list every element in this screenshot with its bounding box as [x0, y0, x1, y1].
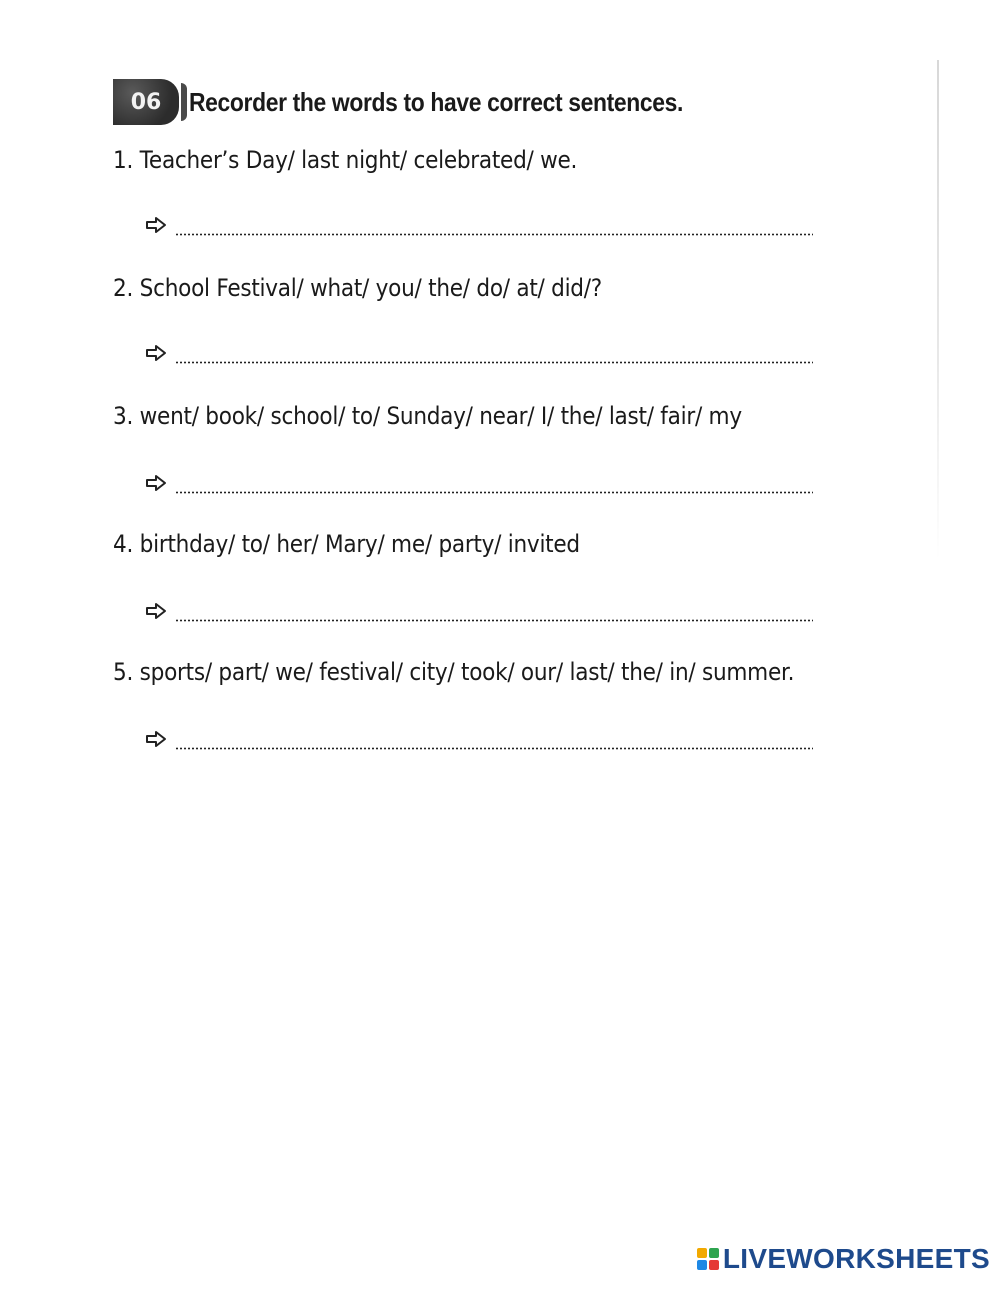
question-2: 2. School Festival/ what/ you/ the/ do/ at/ did/? [113, 274, 602, 302]
liveworksheets-logo[interactable] [697, 1243, 990, 1275]
question-3: 3. went/ book/ school/ to/ Sunday/ near/ I/ the/ last/ fair/ my [113, 402, 742, 430]
answer-line-3[interactable] [145, 468, 813, 498]
answer-line-1[interactable] [145, 210, 813, 240]
logo-square [697, 1260, 707, 1270]
exercise-instructions: Recorder the words to have correct sentences. [189, 86, 684, 117]
question-4: 4. birthday/ to/ her/ Mary/ me/ party/ invited [113, 530, 580, 558]
dotted-answer-line [175, 491, 813, 494]
question-5: 5. sports/ part/ we/ festival/ city/ took/ our/ last/ the/ in/ summer. [113, 658, 795, 686]
right-arrow-icon [145, 730, 167, 748]
dotted-answer-line [175, 747, 813, 750]
answer-line-5[interactable] [145, 724, 813, 754]
dotted-answer-line [175, 361, 813, 364]
logo-square [709, 1260, 719, 1270]
liveworksheets-logo-icon [697, 1248, 719, 1270]
answer-line-4[interactable] [145, 596, 813, 626]
logo-square [709, 1248, 719, 1258]
logo-square [697, 1248, 707, 1258]
logo-text: LIVEWORKSHEETS [722, 1243, 990, 1274]
right-arrow-icon [145, 474, 167, 492]
answer-line-2[interactable] [145, 338, 813, 368]
question-1: 1. Teacher’s Day/ last night/ celebrated/ we. [113, 146, 578, 174]
right-arrow-icon [145, 602, 167, 620]
exercise-number-badge: 06 [113, 79, 179, 125]
right-arrow-icon [145, 344, 167, 362]
exercise-header [113, 78, 750, 126]
dotted-answer-line [175, 619, 813, 622]
dotted-answer-line [175, 233, 813, 236]
right-arrow-icon [145, 216, 167, 234]
scan-edge-line [937, 60, 939, 560]
